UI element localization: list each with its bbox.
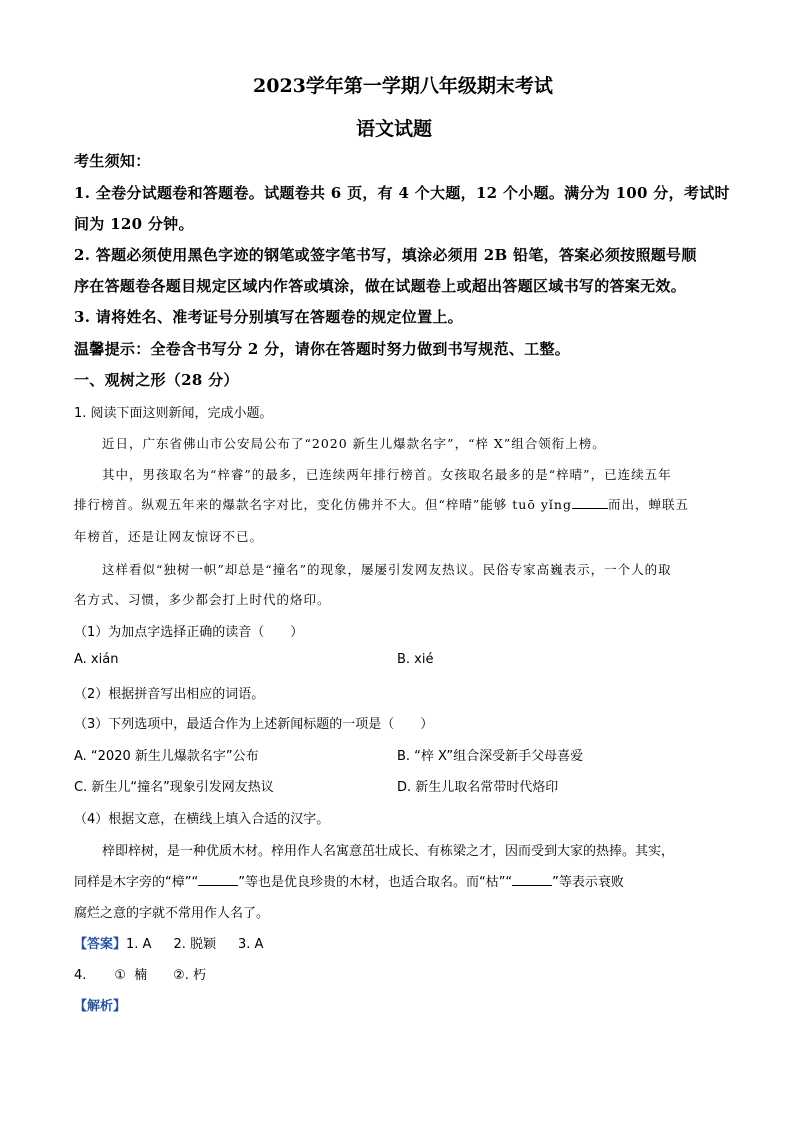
subquestion-1-option-b[interactable]: B. xié: [397, 652, 434, 667]
news-paragraph-2b: [74, 495, 689, 513]
answer-line-4: [74, 964, 206, 983]
analysis-label: 【解析】: [74, 999, 127, 1014]
paragraph-2-text-end: ”等表示衰败: [552, 875, 624, 890]
subquestion-2-stem: （2）根据拼音写出相应的词语。: [74, 687, 265, 702]
news-paragraph-3a: 这样看似“独树一帜”却总是“撞名”的现象，屡屡引发网友热议。民俗专家高巍表示，一个人的取: [102, 562, 672, 577]
notice-line-1a: 1. 全卷分试题卷和答题卷。试题卷共 6 页，有 4 个大题，12 个小题。满分为 100 分，考试时: [74, 184, 730, 202]
notice-line-2a: 2. 答题必须使用黑色字迹的钢笔或签字笔书写，填涂必须用 2B 铅笔，答案必须按照题号顺: [74, 246, 697, 264]
subquestion-3-option-b[interactable]: B. “梓 X”组合深受新手父母喜爱: [397, 749, 584, 764]
subquestion-4-paragraph-1: 梓即梓树，是一种优质木材。梓用作人名寓意茁壮成长、有栋梁之才，因而受到大家的热捧。其实，: [102, 844, 675, 859]
answer-2: 2. 脱颖: [173, 937, 216, 952]
paragraph-2-text-start: 同样是木字旁的“樟”“: [74, 875, 199, 890]
subquestion-4-paragraph-2: [74, 871, 624, 890]
answer-4-marker-1: ①: [114, 968, 127, 983]
subquestion-3-option-d[interactable]: D. 新生儿取名常带时代烙印: [397, 780, 559, 795]
subquestion-4-paragraph-3: 腐烂之意的字就不常用作人名了。: [74, 906, 270, 921]
news-paragraph-2a: 其中，男孩取名为“梓睿”的最多，已连续两年排行榜首。女孩取名最多的是“梓晴”，已连续五年: [102, 467, 672, 482]
notice-line-1b: 间为 120 分钟。: [74, 215, 194, 233]
fill-blank-1[interactable]: [198, 873, 238, 886]
answer-label: 【答案】: [74, 937, 127, 952]
news-text-after-blank: 而出，蝉联五: [607, 497, 689, 512]
answer-4-number: 4.: [74, 968, 87, 983]
answer-4-value-1: 楠: [134, 968, 148, 983]
subquestion-1-stem: （1）为加点字选择正确的读音（ ）: [74, 625, 304, 640]
news-paragraph-2c: 年榜首，还是让网友惊讶不已。: [74, 529, 264, 544]
paragraph-2-text-middle: ”等也是优良珍贵的木材，也适合取名。而“枯”“: [238, 875, 513, 890]
notice-tip: 温馨提示：全卷含书写分 2 分，请你在答题时努力做到书写规范、工整。: [74, 340, 571, 358]
pinyin-answer-blank[interactable]: [572, 496, 608, 509]
subquestion-1-option-a[interactable]: A. xián: [74, 652, 119, 667]
news-paragraph-3b: 名方式、习惯，多少都会打上时代的烙印。: [74, 592, 331, 607]
notice-heading: 考生须知：: [74, 152, 151, 170]
news-paragraph-1: 近日，广东省佛山市公安局公布了“2020 新生儿爆款名字”，“梓 X”组合领衔上榜。: [102, 436, 606, 451]
answer-4-value-2: . 朽: [184, 968, 206, 983]
notice-line-2b: 序在答题卷各题目规定区域内作答或填涂，做在试题卷上或超出答题区域书写的答案无效。: [74, 277, 687, 295]
exam-title: 2023学年第一学期八年级期末考试: [253, 75, 553, 97]
news-pinyin-text: 排行榜首。纵观五年来的爆款名字对比，变化仿佛并不大。但“梓晴”能够 tuō yǐng: [74, 497, 572, 512]
answer-3: 3. A: [238, 937, 264, 952]
answer-line: [74, 933, 263, 952]
exam-subtitle: 语文试题: [356, 118, 433, 140]
subquestion-3-stem: （3）下列选项中，最适合作为上述新闻标题的一项是（ ）: [74, 717, 434, 732]
subquestion-3-option-c[interactable]: C. 新生儿“撞名”现象引发网友热议: [74, 780, 274, 795]
section-heading: 一、观树之形（28 分）: [74, 371, 239, 389]
question-intro: 1. 阅读下面这则新闻，完成小题。: [74, 406, 273, 421]
answer-1: 1. A: [126, 937, 152, 952]
subquestion-4-stem: （4）根据文意，在横线上填入合适的汉字。: [74, 812, 330, 827]
notice-line-3: 3. 请将姓名、准考证号分别填写在答题卷的规定位置上。: [74, 308, 463, 326]
fill-blank-2[interactable]: [512, 873, 552, 886]
subquestion-3-option-a[interactable]: A. “2020 新生儿爆款名字”公布: [74, 749, 259, 764]
answer-4-marker-2: ②: [173, 968, 185, 983]
